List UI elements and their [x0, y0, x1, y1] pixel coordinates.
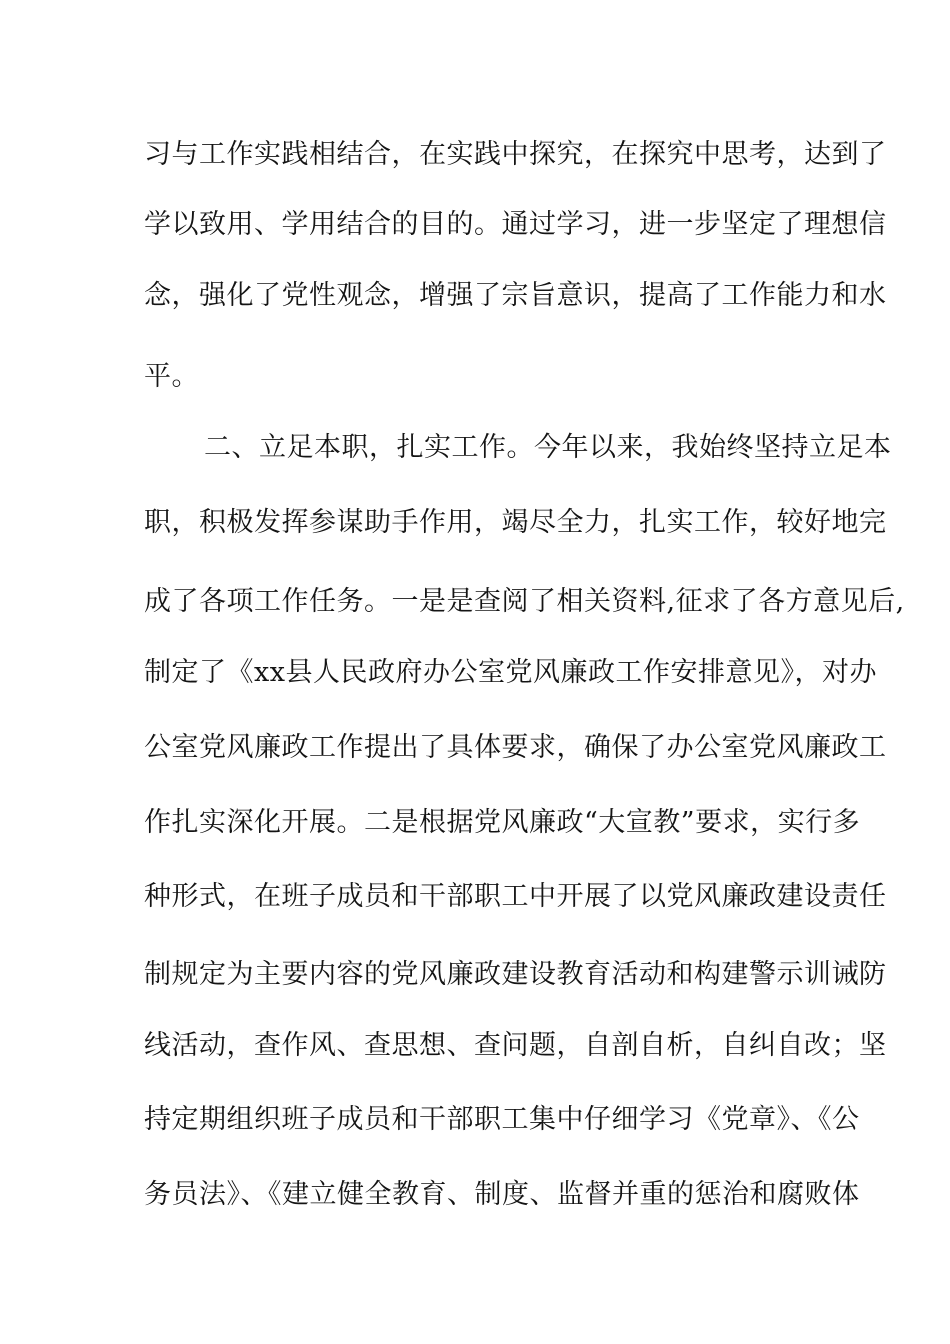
- text-line: 习与工作实践相结合，在实践中探究，在探究中思考，达到了: [144, 139, 887, 170]
- paragraph-first-line: 二、立足本职，扎实工作。今年以来，我始终坚持立足本: [204, 432, 892, 463]
- text-line: 持定期组织班子成员和干部职工集中仔细学习《党章》、《公: [144, 1104, 860, 1135]
- text-line: 制规定为主要内容的党风廉政建设教育活动和构建警示训诫防: [144, 959, 887, 990]
- text-line: 职，积极发挥参谋助手作用，竭尽全力，扎实工作，较好地完: [144, 507, 887, 538]
- text-line: 线活动，查作风、查思想、查问题，自剖自析，自纠自改；坚: [144, 1030, 887, 1061]
- text-line: 种形式，在班子成员和干部职工中开展了以党风廉政建设责任: [144, 881, 887, 912]
- text-line: 制定了《xx县人民政府办公室党风廉政工作安排意见》，对办: [144, 657, 877, 688]
- text-line: 念，强化了党性观念，增强了宗旨意识，提高了工作能力和水: [144, 280, 887, 311]
- text-line: 成了各项工作任务。一是是查阅了相关资料,征求了各方意见后,: [144, 586, 905, 617]
- text-line: 学以致用、学用结合的目的。通过学习，进一步坚定了理想信: [144, 209, 887, 240]
- text-line: 公室党风廉政工作提出了具体要求，确保了办公室党风廉政工: [144, 732, 887, 763]
- text-line: 务员法》、《建立健全教育、制度、监督并重的惩治和腐败体: [144, 1179, 860, 1210]
- text-line: 作扎实深化开展。二是根据党风廉政“大宣教”要求，实行多: [144, 807, 861, 838]
- text-line: 平。: [144, 361, 199, 392]
